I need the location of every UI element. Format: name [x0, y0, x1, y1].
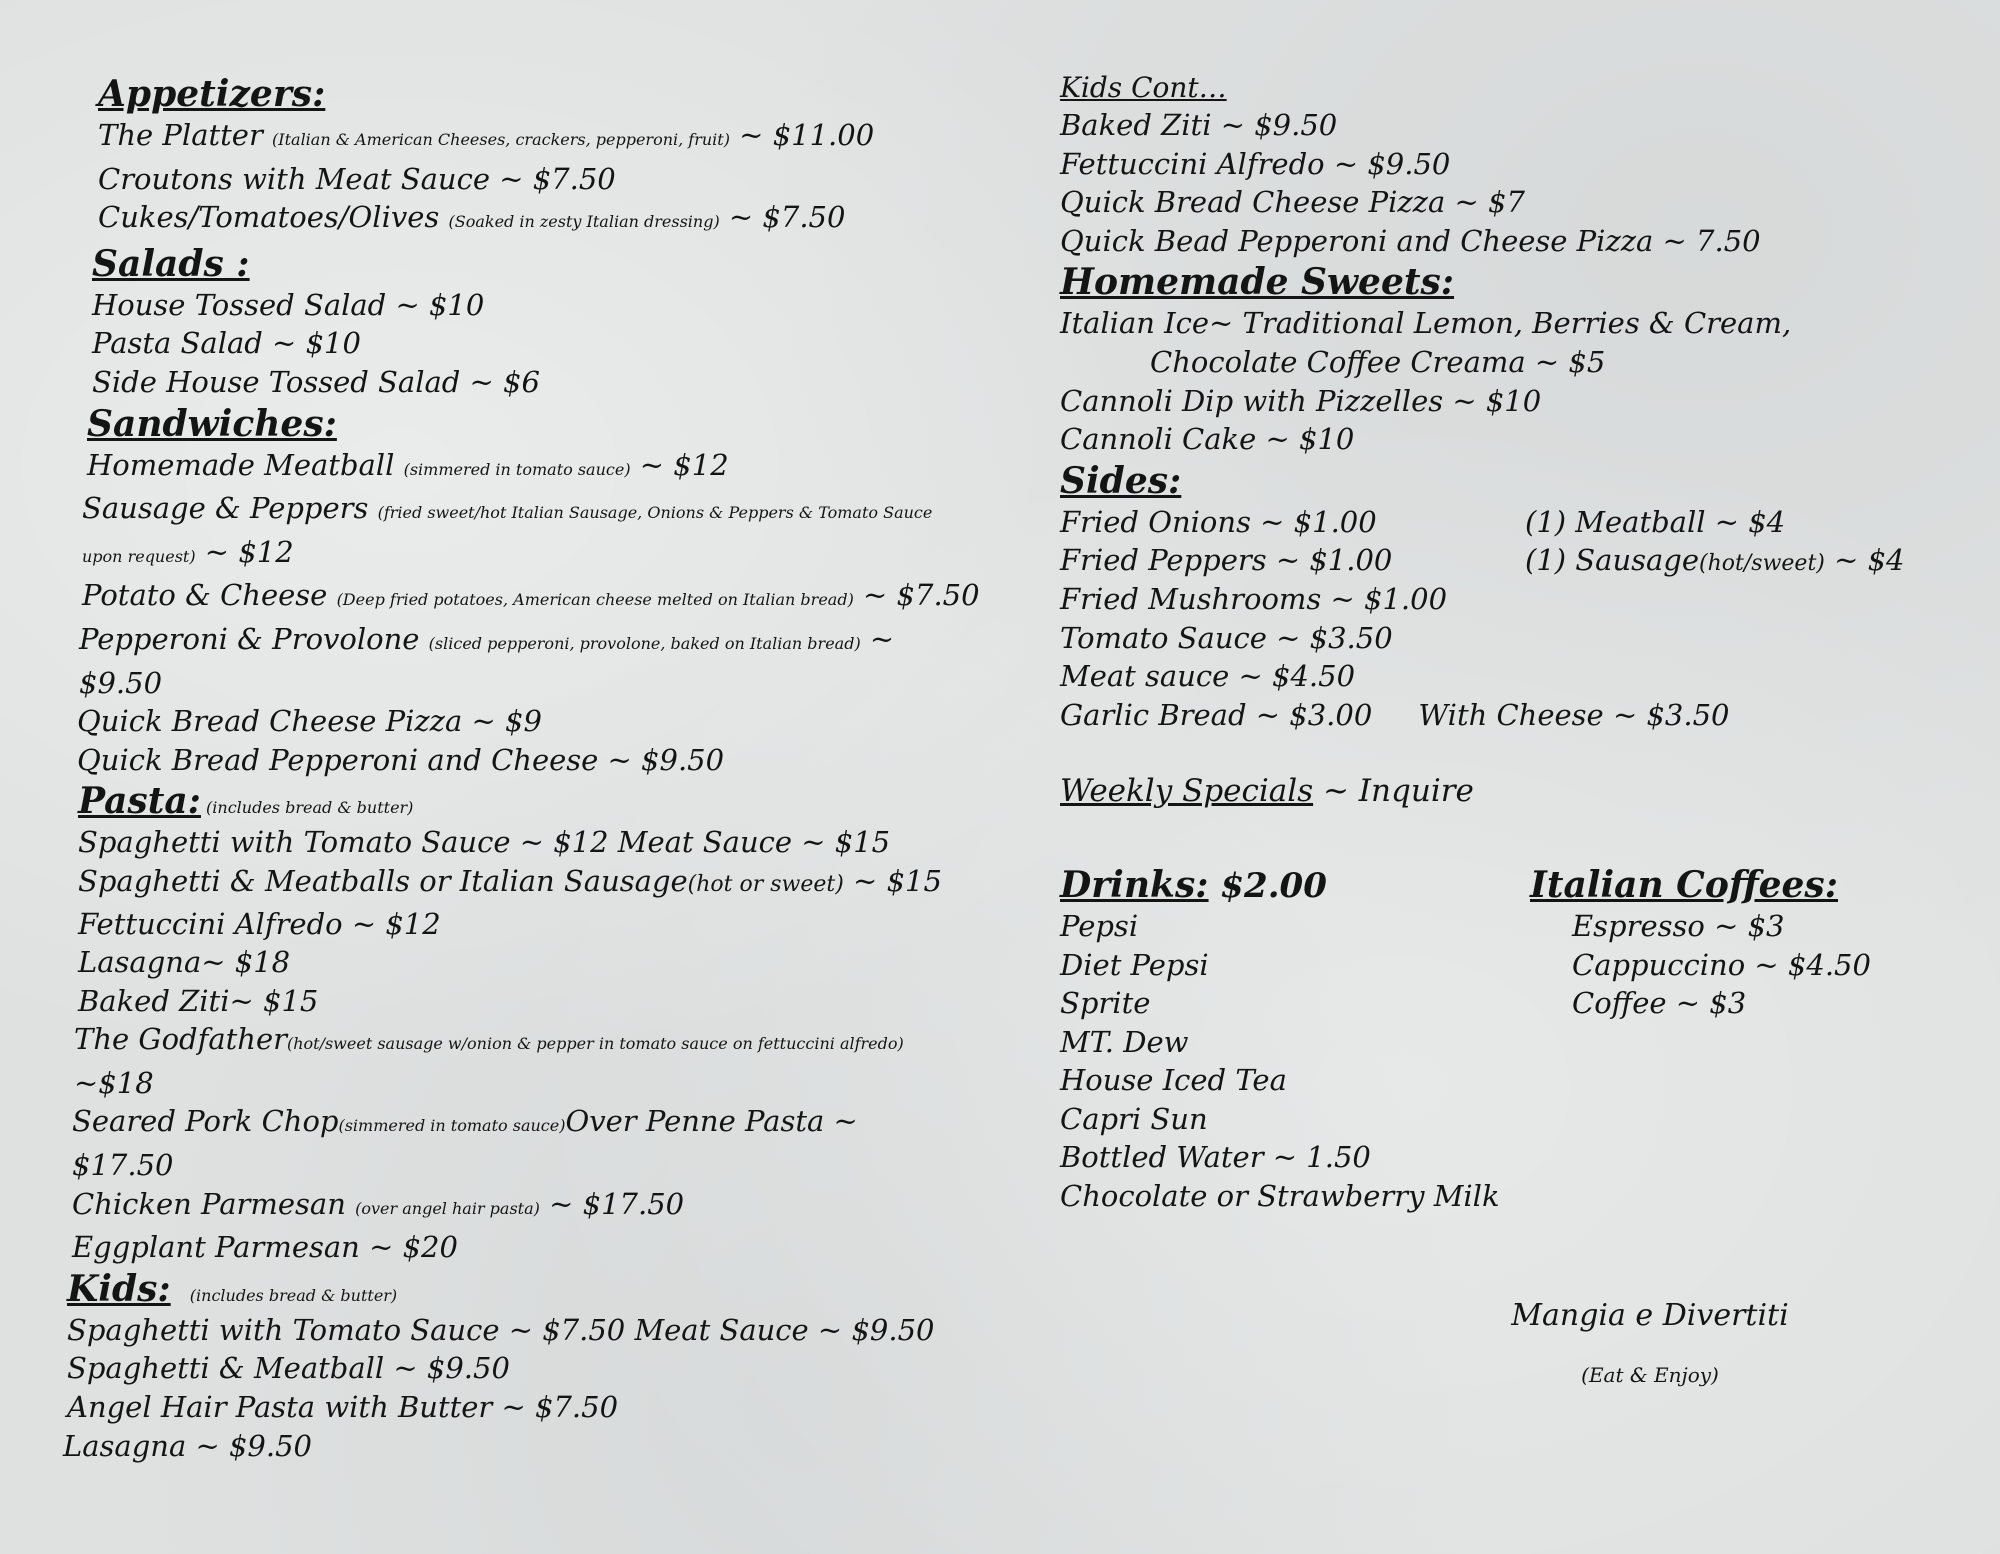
sides-heading: Sides: — [1060, 459, 1182, 502]
kids-heading-note: (includes bread & butter) — [189, 1285, 398, 1305]
pasta-section — [62, 779, 1012, 1267]
menu-item: Sprite — [1060, 986, 1151, 1021]
kids-cont-section — [1060, 70, 1960, 260]
menu-item: Fettuccini Alfredo ~ $9.50 — [1060, 146, 1451, 181]
menu-item: Croutons with Meat Sauce ~ $7.50 — [98, 161, 616, 196]
menu-item: Baked Ziti~ $15 — [78, 983, 319, 1018]
menu-item: Bottled Water ~ 1.50 — [1060, 1140, 1371, 1175]
appetizers-heading: Appetizers: — [98, 73, 326, 115]
menu-item: Quick Bread Cheese Pizza ~ $7 — [1060, 185, 1525, 220]
footer-translation: (Eat & Enjoy) — [1581, 1362, 1719, 1387]
pasta-heading: Pasta: — [78, 780, 201, 823]
menu-item: Angel Hair Pasta with Butter ~ $7.50 — [67, 1390, 619, 1425]
menu-item: Cannoli Cake ~ $10 — [1060, 422, 1355, 457]
menu-item: House Tossed Salad ~ $10 — [92, 287, 485, 322]
menu-item: Spaghetti & Meatball ~ $9.50 — [67, 1351, 510, 1386]
salads-section — [62, 242, 1012, 402]
menu-item: Fettuccini Alfredo ~ $12 — [78, 906, 441, 941]
menu-item: Side House Tossed Salad ~ $6 — [92, 364, 540, 399]
menu-item: Chocolate Coffee Creama ~ $5 — [1150, 344, 1606, 379]
menu-item: Spaghetti & Meatballs or Italian Sausage(hot or sweet) ~ $15 — [78, 863, 942, 898]
sweets-heading: Homemade Sweets: — [1060, 261, 1455, 304]
menu-item: Tomato Sauce ~ $3.50 — [1060, 620, 1393, 655]
menu-item: Eggplant Parmesan ~ $20 — [72, 1230, 458, 1265]
menu-item: Espresso ~ $3 — [1572, 908, 1785, 943]
menu-item: Pepsi — [1060, 908, 1139, 943]
drinks-section — [1060, 863, 1530, 1216]
sides-section — [1060, 459, 1960, 735]
sandwiches-section — [62, 402, 1012, 780]
menu-item: Sausage & Peppers (fried sweet/hot Italian Sausage, Onions & Peppers & Tomato Sauce upon request) ~ $12 — [82, 491, 933, 569]
appetizers-section — [62, 72, 1012, 242]
menu-item: Capri Sun — [1060, 1101, 1208, 1136]
kids-heading: Kids: — [67, 1267, 171, 1310]
menu-right-column — [1060, 70, 1960, 1387]
menu-item: Cappuccino ~ $4.50 — [1572, 947, 1871, 982]
menu-item: Lasagna~ $18 — [78, 945, 291, 980]
menu-item: Cannoli Dip with Pizzelles ~ $10 — [1060, 383, 1542, 418]
menu-item: Spaghetti with Tomato Sauce ~ $12 Meat Sauce ~ $15 — [78, 825, 891, 860]
menu-item: Chocolate or Strawberry Milk — [1060, 1179, 1500, 1214]
salads-heading: Salads : — [92, 242, 250, 285]
menu-item: Quick Bread Pepperoni and Cheese ~ $9.50 — [77, 742, 725, 777]
menu-item: Meat sauce ~ $4.50 — [1060, 659, 1356, 694]
menu-item: Italian Ice~ Traditional Lemon, Berries & Cream, — [1060, 306, 1792, 341]
sandwiches-heading: Sandwiches: — [87, 402, 337, 445]
menu-item: MT. Dew — [1060, 1024, 1189, 1059]
menu-item: Quick Bead Pepperoni and Cheese Pizza ~ 7.50 — [1060, 223, 1761, 258]
drinks-coffees-row — [1060, 863, 1960, 1216]
footer-motto: Mangia e Divertiti — [1511, 1297, 1789, 1333]
kids-cont-heading: Kids Cont… — [1060, 71, 1227, 104]
menu-item: Garlic Bread ~ $3.00 With Cheese ~ $3.50 — [1060, 697, 1730, 732]
menu-item: Pasta Salad ~ $10 — [92, 326, 361, 361]
menu-item: Spaghetti with Tomato Sauce ~ $7.50 Meat Sauce ~ $9.50 — [67, 1312, 935, 1347]
kids-section — [62, 1267, 1012, 1465]
menu-item: Lasagna ~ $9.50 — [63, 1428, 313, 1463]
menu-item: House Iced Tea — [1060, 1063, 1287, 1098]
menu-item: The Godfather(hot/sweet sausage w/onion & pepper in tomato sauce on fettuccini alfredo) ~$18 — [74, 1022, 904, 1100]
menu-item: (1) Meatball ~ $4 — [1525, 504, 1786, 539]
menu-item: Homemade Meatball (simmered in tomato sauce) ~ $12 — [87, 447, 729, 482]
weekly-specials: Weekly Specials ~ Inquire — [1060, 773, 1474, 810]
menu-item: Cukes/Tomatoes/Olives (Soaked in zesty Italian dressing) ~ $7.50 — [98, 200, 846, 235]
menu-item: Fried Peppers ~ $1.00 — [1060, 543, 1393, 578]
menu-item: The Platter (Italian & American Cheeses, crackers, pepperoni, fruit) ~ $11.00 — [98, 118, 875, 152]
drinks-price: $2.00 — [1208, 865, 1327, 906]
menu-left-column — [62, 72, 1012, 1465]
menu-item: Quick Bread Cheese Pizza ~ $9 — [77, 704, 542, 739]
menu-item: Fried Onions ~ $1.00 — [1060, 504, 1377, 539]
coffees-section — [1530, 863, 1871, 1216]
menu-item: Diet Pepsi — [1060, 947, 1209, 982]
menu-item: Baked Ziti ~ $9.50 — [1060, 108, 1338, 142]
menu-item: Fried Mushrooms ~ $1.00 — [1060, 581, 1448, 616]
menu-item: Seared Pork Chop(simmered in tomato sauce)Over Penne Pasta ~ $17.50 — [72, 1104, 858, 1183]
menu-item: Potato & Cheese (Deep fried potatoes, American cheese melted on Italian bread) ~ $7.50 — [82, 578, 980, 613]
drinks-heading: Drinks: — [1060, 863, 1209, 906]
menu-item: Coffee ~ $3 — [1572, 986, 1747, 1021]
coffees-heading: Italian Coffees: — [1530, 863, 1838, 906]
menu-item: Chicken Parmesan (over angel hair pasta) ~ $17.50 — [72, 1186, 685, 1221]
pasta-heading-note: (includes bread & butter) — [206, 798, 414, 818]
menu-item: (1) Sausage(hot/sweet) ~ $4 — [1525, 543, 1905, 578]
menu-item: Pepperoni & Provolone (sliced pepperoni, provolone, baked on Italian bread) ~ $9.50 — [79, 621, 895, 700]
sweets-section — [1060, 260, 1960, 458]
